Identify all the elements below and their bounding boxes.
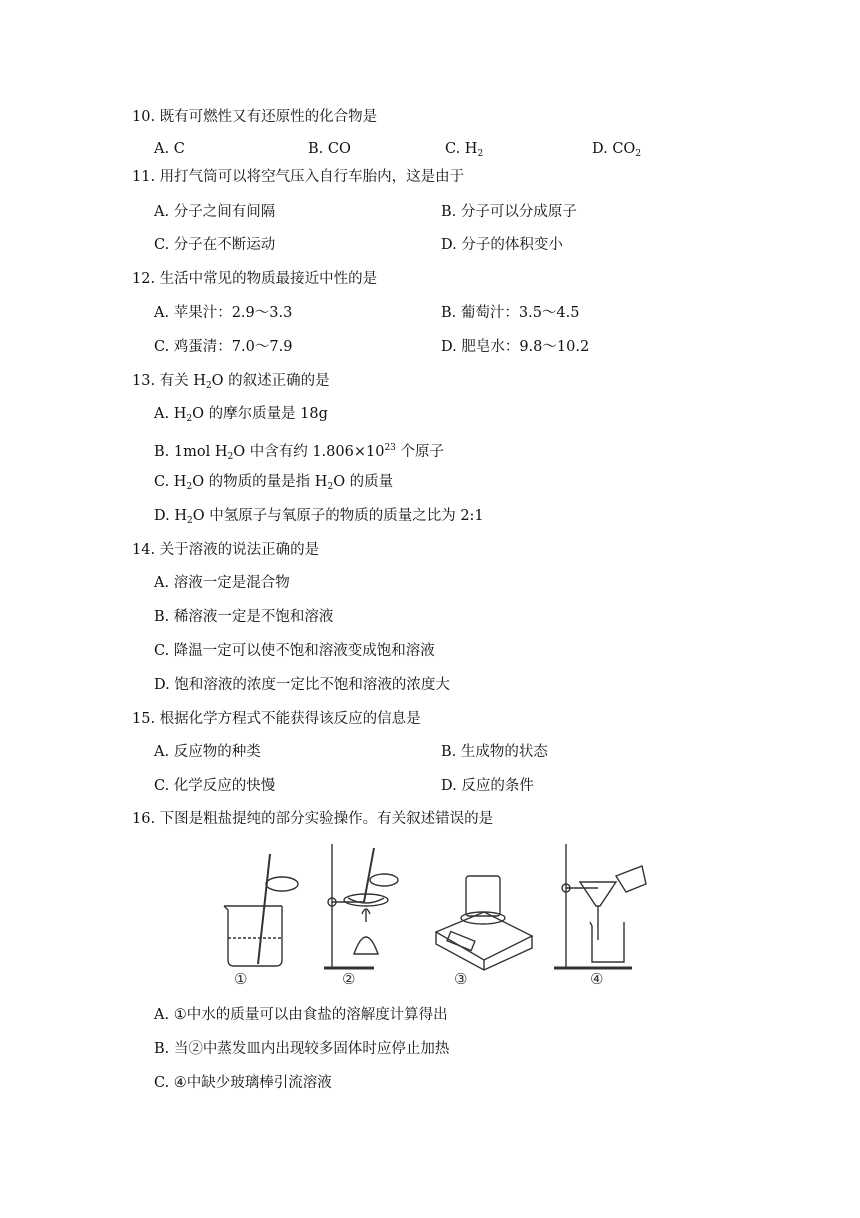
q13-option-c: C. $H_2O$ 的物质的量是指 $H_2O$ 的质量 <box>154 474 394 492</box>
question-13-stem: 13. 有关 $H_2O$ 的叙述正确的是 <box>132 373 330 391</box>
q10-option-c: C. $H_2$ <box>445 141 484 159</box>
q15-option-a: A. 反应物的种类 <box>154 744 261 760</box>
figure-label-3: ③ <box>454 970 468 988</box>
question-11-stem: 11. 用打气筒可以将空气压入自行车胎内，这是由于 <box>132 169 465 185</box>
q12-option-b: B. 葡萄汁：3.5～4.5 <box>441 305 580 321</box>
q15-option-d: D. 反应的条件 <box>441 778 534 794</box>
evaporation-illustration <box>324 844 398 968</box>
q13-option-d: D. $H_2O$ 中氢原子与氧原子的物质的质量之比为 2:1 <box>154 508 484 526</box>
q10-option-d: D. $CO_2$ <box>592 141 642 159</box>
beaker-stirring-illustration <box>224 854 298 966</box>
q11-option-a: A. 分子之间有间隔 <box>154 204 276 220</box>
q12-option-c: C. 鸡蛋清：7.0～7.9 <box>154 339 293 355</box>
q14-option-b: B. 稀溶液一定是不饱和溶液 <box>154 609 334 625</box>
balance-illustration <box>436 876 532 970</box>
experiment-illustration <box>214 836 654 994</box>
q16-option-c: C. ④中缺少玻璃棒引流溶液 <box>154 1075 332 1091</box>
question-12-stem: 12. 生活中常见的物质最接近中性的是 <box>132 271 378 287</box>
q16-option-b: B. 当②中蒸发皿内出现较多固体时应停止加热 <box>154 1041 450 1057</box>
q11-option-b: B. 分子可以分成原子 <box>441 204 577 220</box>
question-16-stem: 16. 下图是粗盐提纯的部分实验操作。有关叙述错误的是 <box>132 811 494 827</box>
filtration-illustration <box>554 844 646 968</box>
q11-option-c: C. 分子在不断运动 <box>154 237 276 253</box>
q12-option-d: D. 肥皂水：9.8～10.2 <box>441 339 590 355</box>
experiment-figure <box>214 836 654 994</box>
q12-option-a: A. 苹果汁：2.9～3.3 <box>154 305 293 321</box>
figure-label-2: ② <box>342 970 356 988</box>
q16-option-a: A. ①中水的质量可以由食盐的溶解度计算得出 <box>154 1007 448 1023</box>
q14-option-d: D. 饱和溶液的浓度一定比不饱和溶液的浓度大 <box>154 677 450 693</box>
question-10-stem: 10. 既有可燃性又有还原性的化合物是 <box>132 109 378 125</box>
q10-option-a: A. C <box>154 141 185 157</box>
q15-option-c: C. 化学反应的快慢 <box>154 778 276 794</box>
q11-option-d: D. 分子的体积变小 <box>441 237 563 253</box>
question-15-stem: 15. 根据化学方程式不能获得该反应的信息是 <box>132 711 421 727</box>
question-14-stem: 14. 关于溶液的说法正确的是 <box>132 542 320 558</box>
q15-option-b: B. 生成物的状态 <box>441 744 548 760</box>
q14-option-a: A. 溶液一定是混合物 <box>154 575 290 591</box>
q13-option-a: A. $H_2O$ 的摩尔质量是 18g <box>154 406 328 424</box>
figure-label-1: ① <box>234 970 248 988</box>
q13-option-b: B. 1mol $H_2O$ 中含有约 $1.806\times 10^{23}$ 个原子 <box>154 443 444 462</box>
q14-option-c: C. 降温一定可以使不饱和溶液变成饱和溶液 <box>154 643 435 659</box>
figure-label-4: ④ <box>590 970 604 988</box>
q10-option-b: B. CO <box>308 141 351 157</box>
